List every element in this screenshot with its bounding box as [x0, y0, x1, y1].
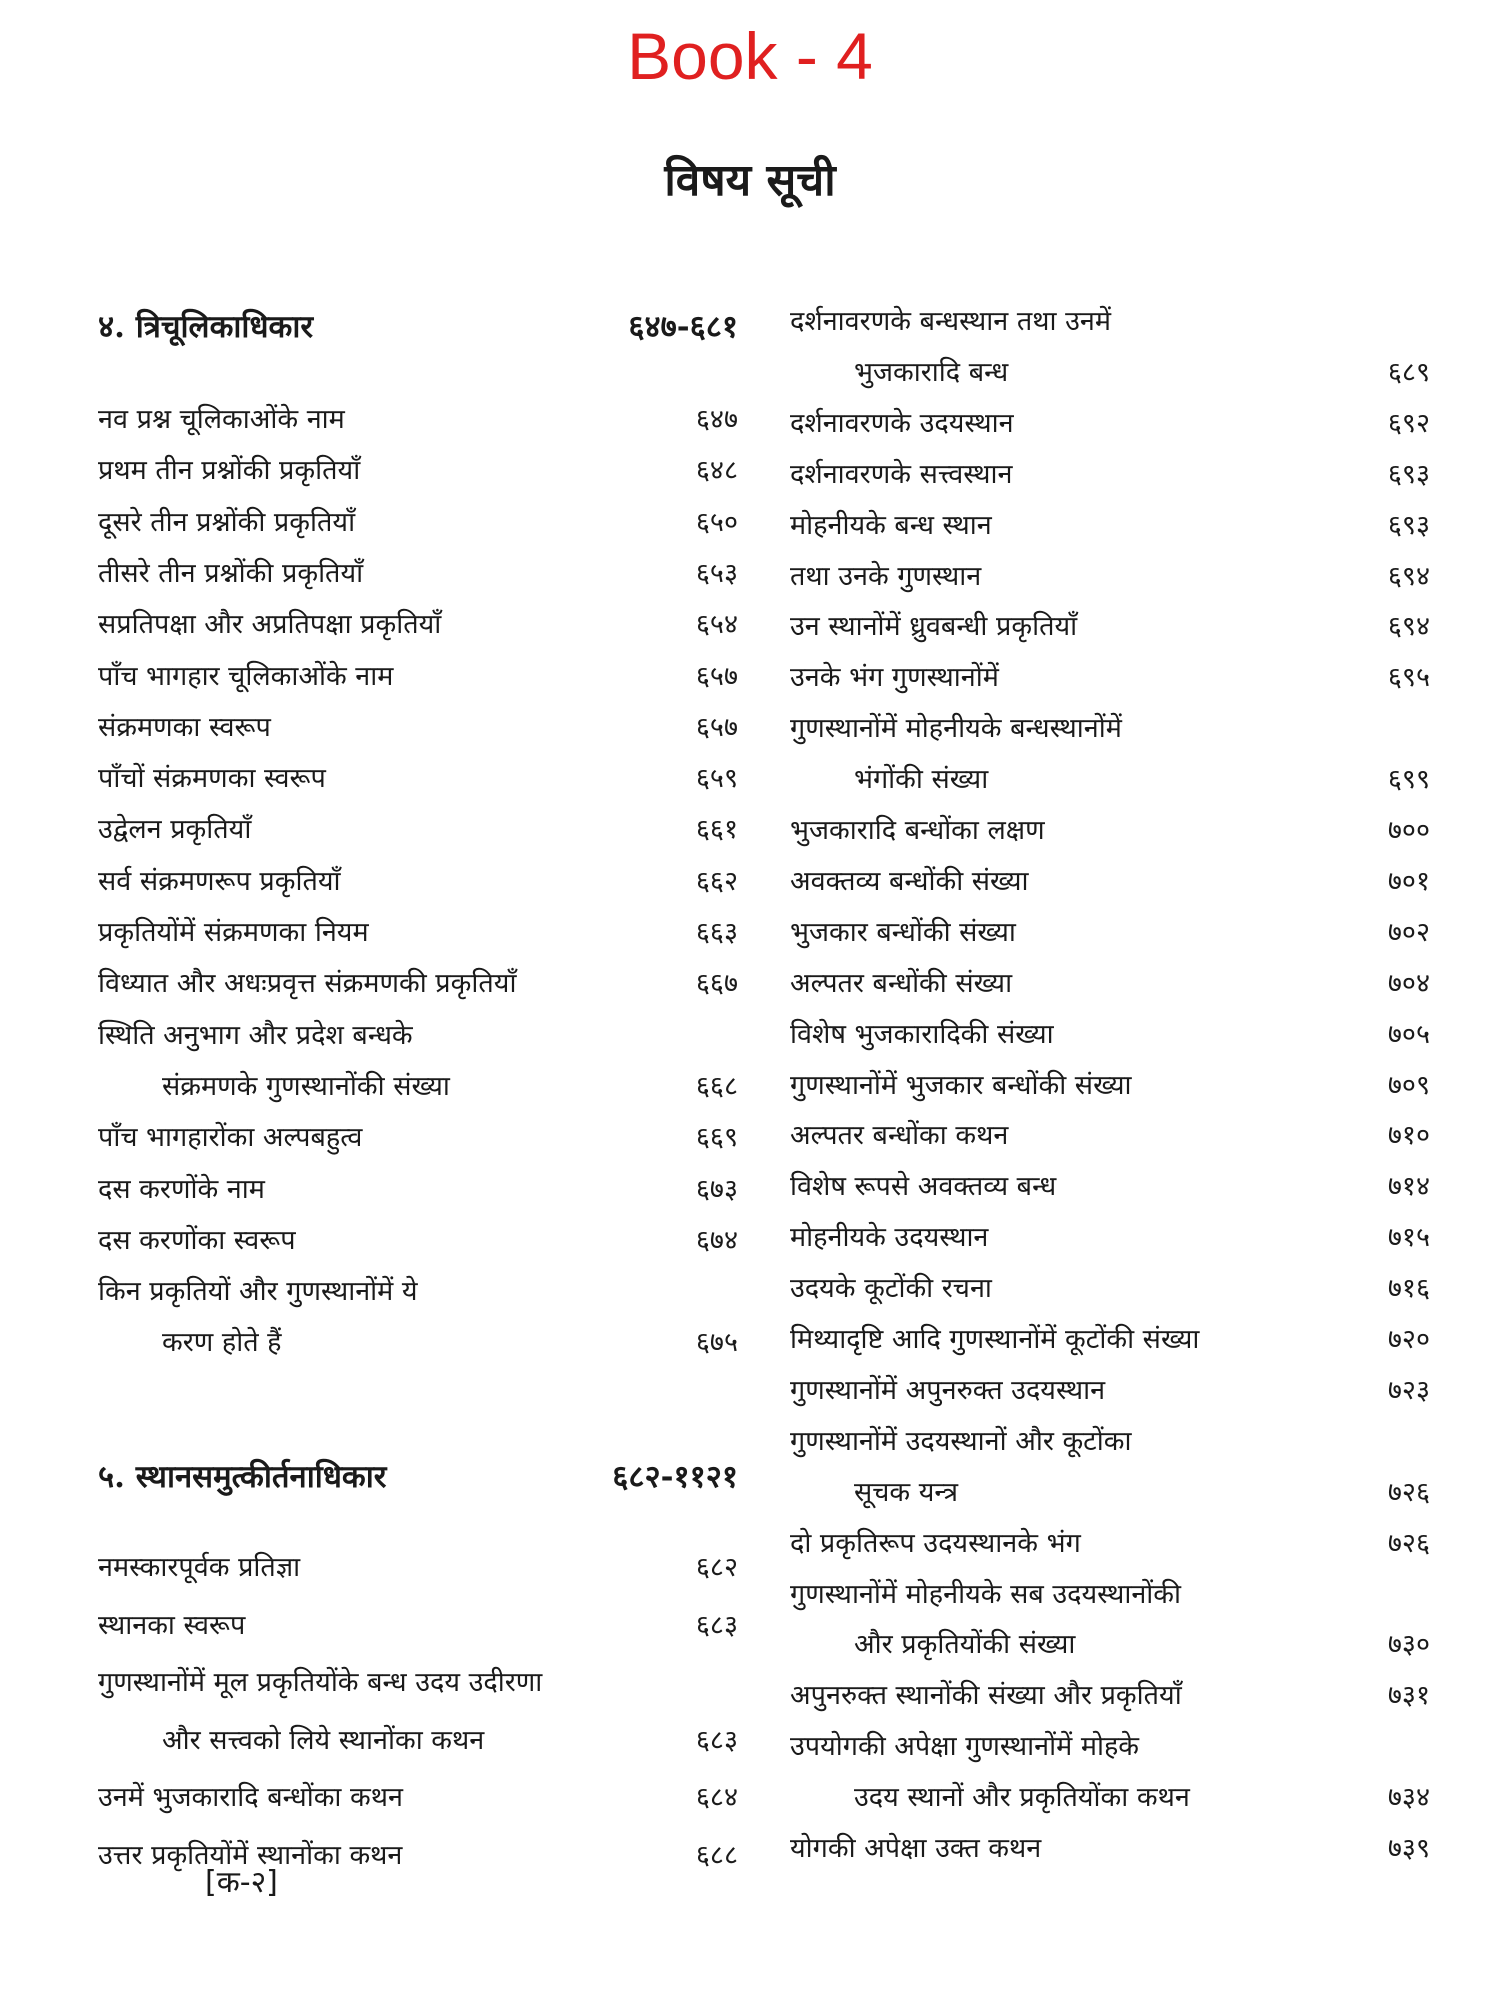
toc-entry-title: गुणस्थानोंमें मूल प्रकृतियोंके बन्ध उदय उदीरणा	[98, 1667, 543, 1698]
toc-entry-page: ७२३	[1387, 1374, 1430, 1406]
toc-entry-title: उद्वेलन प्रकृतियाँ	[98, 814, 252, 846]
toc-entry-title: तथा उनके गुणस्थान	[790, 560, 982, 592]
toc-entry	[790, 1725, 1430, 1769]
toc-entry	[98, 501, 738, 545]
toc-entry	[790, 402, 1430, 446]
toc-entry-title: अपुनरुक्त स्थानोंकी संख्या और प्रकृतियाँ	[790, 1680, 1182, 1712]
toc-entry-page: ७०२	[1387, 916, 1430, 948]
toc-entry-title: उनमें भुजकारादि बन्धोंका कथन	[98, 1782, 403, 1813]
toc-entry-page: ६७४	[695, 1224, 738, 1256]
toc-entry-title: गुणस्थानोंमें उदयस्थानों और कूटोंका	[790, 1425, 1132, 1457]
toc-entry-title: सूचक यन्त्र	[854, 1476, 959, 1508]
toc-entry	[790, 1013, 1430, 1057]
toc-entry-page: ७१६	[1387, 1273, 1430, 1305]
toc-entry	[790, 1369, 1430, 1413]
toc-entry-title: भुजकारादि बन्धोंका लक्षण	[790, 815, 1045, 846]
toc-entry	[790, 1471, 1430, 1515]
section-title: ४. त्रिचूलिकाधिकार	[98, 309, 314, 345]
toc-entry	[790, 1573, 1430, 1617]
toc-entry	[790, 1827, 1430, 1871]
toc-entry	[790, 1318, 1430, 1362]
toc-entry-title: संक्रमणका स्वरूप	[98, 711, 271, 743]
toc-entry-title: उत्तर प्रकृतियोंमें स्थानोंका कथन	[98, 1839, 403, 1871]
toc-entry	[98, 449, 738, 493]
toc-entry-page: ६७३	[695, 1173, 738, 1205]
toc-entry-title: दर्शनावरणके बन्धस्थान तथा उनमें	[790, 306, 1111, 337]
toc-entry	[98, 757, 738, 801]
toc-entry-page: ६८२	[695, 1552, 738, 1583]
toc-entry-page: ६६३	[695, 917, 738, 948]
toc-entry-title: उनके भंग गुणस्थानोंमें	[790, 662, 999, 694]
section-heading	[98, 305, 738, 355]
toc-entry	[790, 656, 1430, 700]
toc-entry-page: ६५७	[695, 711, 738, 743]
toc-entry	[98, 911, 738, 955]
toc-entry-title: पाँच भागहार चूलिकाओंके नाम	[98, 660, 394, 692]
toc-entry-title: नव प्रश्न चूलिकाओंके नाम	[98, 404, 345, 435]
toc-entry	[790, 860, 1430, 904]
toc-entry	[790, 1420, 1430, 1464]
toc-entry-page: ७१५	[1387, 1222, 1430, 1254]
toc-entry-title: विशेष भुजकारादिकी संख्या	[790, 1018, 1054, 1050]
toc-entry-page: ७२६	[1387, 1476, 1430, 1508]
toc-entry-page: ७१०	[1387, 1120, 1430, 1152]
toc-entry	[790, 1165, 1430, 1209]
toc-entry	[98, 1321, 738, 1365]
toc-entry	[98, 1116, 738, 1160]
section-page-range: ६४७-६८१	[628, 309, 738, 345]
toc-entry-page: ६७५	[695, 1327, 738, 1359]
section-page-range: ६८२-११२१	[612, 1459, 738, 1495]
toc-entry-title: अल्पतर बन्धोंकी संख्या	[790, 967, 1013, 999]
toc-entry-page: ६४८	[695, 455, 738, 487]
toc-entry-page: ७०४	[1387, 967, 1430, 999]
toc-entry-page: ६८९	[1387, 356, 1430, 388]
toc-entry-title: विध्यात और अधःप्रवृत्त संक्रमणकी प्रकृतियाँ	[98, 968, 517, 1000]
toc-entry	[98, 1065, 738, 1109]
toc-entry	[790, 1776, 1430, 1820]
toc-entry-title: अल्पतर बन्धोंका कथन	[790, 1120, 1009, 1152]
toc-entry-page: ६६७	[695, 968, 738, 1000]
toc-entry	[790, 605, 1430, 649]
toc-entry-title: भुजकारादि बन्ध	[854, 356, 1009, 388]
toc-entry	[98, 1546, 738, 1590]
toc-entry	[790, 1216, 1430, 1260]
toc-entry-page: ६८३	[695, 1724, 738, 1756]
toc-entry-title: दस करणोंके नाम	[98, 1173, 265, 1205]
toc-entry-page: ६५९	[695, 763, 738, 795]
toc-entry	[98, 1270, 738, 1314]
toc-entry-title: तीसरे तीन प्रश्नोंकी प्रकृतियाँ	[98, 557, 364, 589]
toc-entry-page: ६९२	[1387, 407, 1430, 439]
toc-entry-page: ७२०	[1387, 1324, 1430, 1355]
toc-entry	[98, 398, 738, 442]
toc-entry-page: ६४७	[695, 404, 738, 435]
toc-entry-page: ६८३	[695, 1609, 738, 1641]
toc-entry-page: ७०१	[1387, 865, 1430, 897]
toc-entry-page: ७२६	[1387, 1527, 1430, 1559]
toc-entry-page: ६९३	[1387, 458, 1430, 490]
toc-entry	[98, 860, 738, 904]
toc-entry	[98, 1834, 738, 1878]
toc-entry-title: अवक्तव्य बन्धोंकी संख्या	[790, 865, 1029, 897]
toc-entry-page: ६६२	[695, 865, 738, 897]
toc-entry-page: ७००	[1387, 815, 1430, 846]
page-footer: [क-२]	[205, 1865, 278, 1900]
toc-entry-page: ६९४	[1387, 560, 1430, 592]
toc-entry	[98, 1661, 738, 1705]
toc-entry-title: प्रकृतियोंमें संक्रमणका नियम	[98, 917, 369, 948]
toc-entry-page: ७१४	[1387, 1171, 1430, 1203]
toc-entry-title: उदयके कूटोंकी रचना	[790, 1273, 992, 1305]
toc-entry	[98, 552, 738, 596]
toc-entry	[790, 453, 1430, 497]
toc-entry-page: ६६९	[695, 1122, 738, 1154]
toc-entry	[98, 706, 738, 750]
toc-entry	[790, 1522, 1430, 1566]
toc-entry-page: ६५०	[695, 506, 738, 538]
toc-entry	[98, 1219, 738, 1263]
section-title: ५. स्थानसमुत्कीर्तनाधिकार	[98, 1459, 387, 1495]
toc-entry-title: विशेष रूपसे अवक्तव्य बन्ध	[790, 1171, 1057, 1203]
toc-entry-page: ६९४	[1387, 611, 1430, 643]
toc-entry	[98, 655, 738, 699]
section-heading	[98, 1455, 738, 1505]
toc-entry-page: ७३४	[1387, 1782, 1430, 1814]
toc-entry-title: गुणस्थानोंमें भुजकार बन्धोंकी संख्या	[790, 1069, 1132, 1101]
toc-entry	[790, 1064, 1430, 1108]
toc-entry-page: ६९३	[1387, 509, 1430, 541]
toc-entry	[790, 707, 1430, 751]
toc-entry-title: गुणस्थानोंमें अपुनरुक्त उदयस्थान	[790, 1374, 1106, 1406]
toc-entry-title: स्थिति अनुभाग और प्रदेश बन्धके	[98, 1019, 413, 1051]
toc-entry	[98, 1014, 738, 1058]
toc-entry-page: ६८८	[695, 1839, 738, 1871]
toc-entry	[790, 758, 1430, 802]
toc-entry	[790, 962, 1430, 1006]
toc-entry-title: संक्रमणके गुणस्थानोंकी संख्या	[162, 1070, 450, 1102]
toc-entry-title: किन प्रकृतियों और गुणस्थानोंमें ये	[98, 1276, 418, 1308]
toc-entry	[98, 1168, 738, 1212]
toc-entry-title: मिथ्यादृष्टि आदि गुणस्थानोंमें कूटोंकी संख्या	[790, 1324, 1200, 1355]
toc-entry-page: ७०९	[1387, 1069, 1430, 1101]
toc-entry-page: ६६१	[695, 814, 738, 846]
toc-entry	[98, 808, 738, 852]
toc-entry-title: योगकी अपेक्षा उक्त कथन	[790, 1833, 1042, 1864]
toc-entry-title: दर्शनावरणके उदयस्थान	[790, 407, 1014, 439]
toc-entry-title: मोहनीयके बन्ध स्थान	[790, 509, 992, 541]
toc-entry-page: ६५७	[695, 660, 738, 692]
toc-entry	[790, 504, 1430, 548]
toc-entry-title: मोहनीयके उदयस्थान	[790, 1222, 989, 1254]
toc-entry-page: ६५३	[695, 557, 738, 589]
toc-entry-title: नमस्कारपूर्वक प्रतिज्ञा	[98, 1552, 301, 1583]
toc-entry	[790, 1674, 1430, 1718]
toc-entry-title: उन स्थानोंमें ध्रुवबन्धी प्रकृतियाँ	[790, 611, 1078, 643]
toc-entry	[98, 603, 738, 647]
toc-entry-title: सप्रतिपक्षा और अप्रतिपक्षा प्रकृतियाँ	[98, 609, 442, 641]
toc-entry	[790, 351, 1430, 395]
toc-entry-title: करण होते हैं	[162, 1327, 282, 1359]
toc-entry-page: ७३१	[1387, 1680, 1430, 1712]
toc-entry-page: ६८४	[695, 1782, 738, 1813]
toc-entry-title: सर्व संक्रमणरूप प्रकृतियाँ	[98, 865, 341, 897]
book-label: Book - 4	[627, 19, 873, 93]
toc-entry-page: ६९९	[1387, 764, 1430, 796]
toc-entry-title: दूसरे तीन प्रश्नोंकी प्रकृतियाँ	[98, 506, 356, 538]
toc-entry-page: ७०५	[1387, 1018, 1430, 1050]
toc-entry-title: और सत्त्वको लिये स्थानोंका कथन	[162, 1724, 485, 1756]
toc-entry-page: ७३९	[1387, 1833, 1430, 1864]
toc-entry	[790, 300, 1430, 344]
toc-entry-page: ७३०	[1387, 1629, 1430, 1661]
toc-entry-title: उदय स्थानों और प्रकृतियोंका कथन	[854, 1782, 1190, 1814]
toc-entry-title: दर्शनावरणके सत्त्वस्थान	[790, 458, 1013, 490]
toc-entry	[98, 1719, 738, 1763]
toc-entry-title: प्रथम तीन प्रश्नोंकी प्रकृतियाँ	[98, 455, 361, 487]
toc-entry	[790, 1114, 1430, 1158]
toc-entry-title: दो प्रकृतिरूप उदयस्थानके भंग	[790, 1527, 1081, 1559]
toc-entry	[790, 911, 1430, 955]
toc-entry	[98, 1776, 738, 1820]
toc-entry	[790, 809, 1430, 853]
toc-entry-title: स्थानका स्वरूप	[98, 1609, 246, 1641]
toc-entry	[98, 962, 738, 1006]
toc-entry	[790, 1623, 1430, 1667]
toc-entry-title: पाँच भागहारोंका अल्पबहुत्व	[98, 1122, 363, 1154]
toc-entry	[790, 1267, 1430, 1311]
toc-entry-page: ६६८	[695, 1070, 738, 1102]
toc-entry-title: पाँचों संक्रमणका स्वरूप	[98, 763, 326, 795]
toc-entry	[790, 555, 1430, 599]
toc-entry-title: गुणस्थानोंमें मोहनीयके बन्धस्थानोंमें	[790, 713, 1122, 745]
toc-entry-title: भंगोंकी संख्या	[854, 764, 989, 796]
toc-entry-title: दस करणोंका स्वरूप	[98, 1224, 296, 1256]
toc-entry-title: गुणस्थानोंमें मोहनीयके सब उदयस्थानोंकी	[790, 1578, 1182, 1610]
toc-entry-title: भुजकार बन्धोंकी संख्या	[790, 916, 1016, 948]
page-title: विषय सूची	[664, 155, 836, 206]
toc-entry	[98, 1604, 738, 1648]
toc-entry-title: उपयोगकी अपेक्षा गुणस्थानोंमें मोहके	[790, 1731, 1140, 1763]
toc-entry-title: और प्रकृतियोंकी संख्या	[854, 1629, 1076, 1661]
toc-entry-page: ६९५	[1387, 662, 1430, 694]
toc-entry-page: ६५४	[695, 609, 738, 641]
